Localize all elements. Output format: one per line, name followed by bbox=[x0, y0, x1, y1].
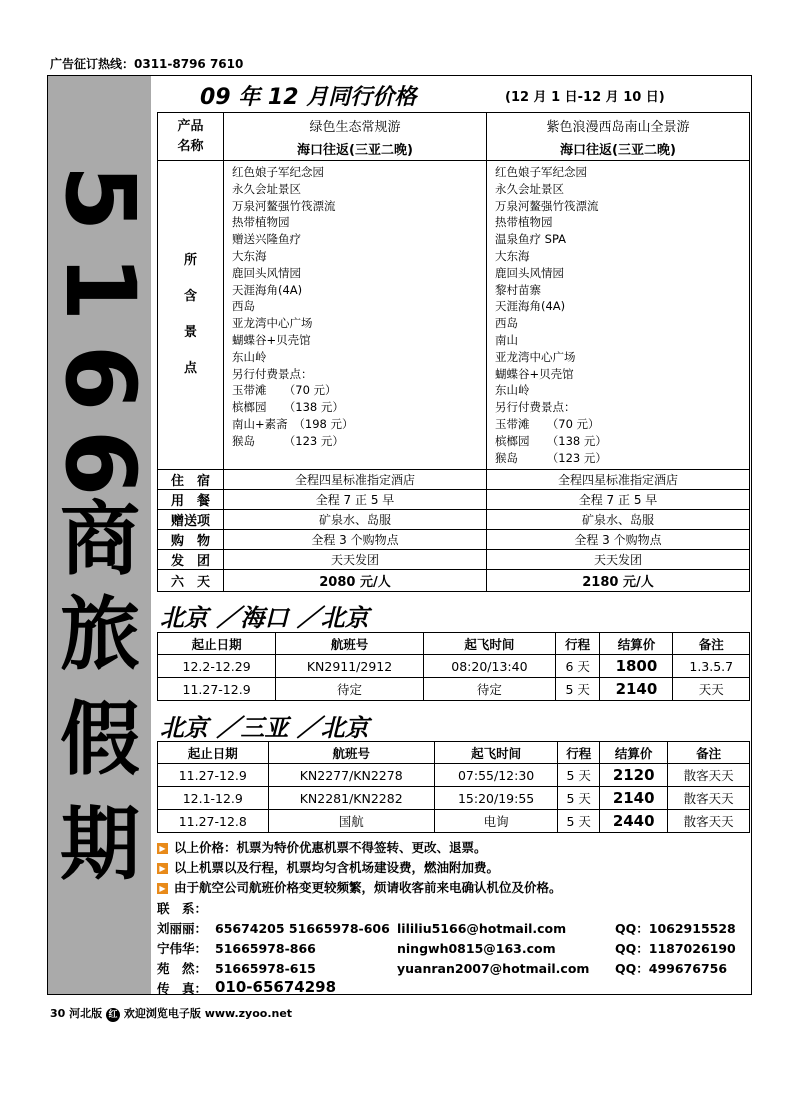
spot-item: 槟榔园 （138 元） bbox=[495, 433, 607, 448]
product-1-name: 绿色生态常规游 bbox=[309, 119, 401, 135]
label-hotel: 住 宿 bbox=[158, 470, 224, 490]
spot-item: 温泉鱼疗 SPA bbox=[495, 232, 567, 247]
spot-item: 大东海 bbox=[495, 248, 530, 263]
product-1-meals: 全程 7 正 5 早 bbox=[224, 490, 487, 510]
sidebar-number-6a: 6 bbox=[44, 344, 156, 412]
cell: 12.1-12.9 bbox=[158, 787, 269, 810]
sidebar-char: 商 bbox=[60, 493, 140, 586]
spot-item: 热带植物园 bbox=[495, 215, 553, 230]
sidebar-number-1: 1 bbox=[44, 254, 156, 322]
col-price: 结算价 bbox=[600, 742, 668, 764]
spot-item: 亚龙湾中心广场 bbox=[232, 316, 313, 331]
spot-item: 南山 bbox=[495, 332, 518, 347]
spot-item: 天涯海角(4A) bbox=[232, 282, 303, 297]
cell-price: 2440 bbox=[600, 810, 668, 833]
spot-item: 万泉河鳌强竹筏漂流 bbox=[495, 198, 599, 213]
contact-email[interactable]: yuanran2007@hotmail.com bbox=[397, 961, 590, 976]
cell: 5 天 bbox=[558, 764, 600, 787]
spot-item: 南山+素斋 （198 元） bbox=[232, 416, 354, 431]
spot-item: 槟榔园 （138 元） bbox=[232, 400, 344, 415]
spot-item: 红色娘子军纪念园 bbox=[495, 165, 587, 179]
col-note: 备注 bbox=[673, 633, 750, 655]
label-product: 产品 名称 bbox=[158, 113, 224, 161]
spot-item: 西岛 bbox=[495, 316, 518, 331]
contact-name: 宁伟华： bbox=[157, 941, 208, 956]
contact-qq: QQ：1187026190 bbox=[615, 941, 736, 956]
cell: 6 天 bbox=[555, 655, 599, 678]
cell: 12.2-12.29 bbox=[158, 655, 276, 678]
spot-item: 热带植物园 bbox=[232, 215, 290, 230]
cell: 散客天天 bbox=[668, 810, 750, 833]
spot-item: 永久会址景区 bbox=[495, 181, 564, 196]
col-time: 起飞时间 bbox=[423, 633, 555, 655]
contact-phone: 51665978-615 bbox=[215, 961, 316, 976]
label-gift: 赠送项 bbox=[158, 510, 224, 530]
label-spots: 所 含 景 点 bbox=[158, 161, 224, 470]
product-1-spots bbox=[224, 161, 487, 470]
spot-item: 红色娘子军纪念园 bbox=[232, 165, 324, 179]
col-price: 结算价 bbox=[600, 633, 673, 655]
col-note: 备注 bbox=[668, 742, 750, 764]
spot-item: 鹿回头风情园 bbox=[232, 265, 301, 280]
cell: 11.27-12.9 bbox=[158, 678, 276, 701]
spot-item: 另行付费景点： bbox=[232, 366, 313, 381]
spot-item: 玉带滩 （70 元） bbox=[495, 416, 600, 431]
spot-item: 西岛 bbox=[232, 299, 255, 314]
product-1-price: 2080 元/人 bbox=[224, 570, 487, 592]
col-days: 行程 bbox=[555, 633, 599, 655]
route-1-table bbox=[157, 632, 750, 701]
cell-price: 1800 bbox=[600, 655, 673, 678]
col-date: 起止日期 bbox=[158, 742, 269, 764]
contact-label: 联 系： bbox=[157, 901, 208, 916]
label-meals: 用 餐 bbox=[158, 490, 224, 510]
cell-price: 2140 bbox=[600, 787, 668, 810]
contact-phone: 51665978-866 bbox=[215, 941, 316, 956]
cell: KN2281/KN2282 bbox=[268, 787, 434, 810]
contact-phone: 65674205 51665978-606 bbox=[215, 921, 390, 936]
cell: 散客天天 bbox=[668, 764, 750, 787]
footer bbox=[50, 1005, 292, 1022]
cell: 08:20/13:40 bbox=[423, 655, 555, 678]
table-row bbox=[158, 787, 750, 810]
red-badge-icon: 红 bbox=[106, 1008, 120, 1022]
product-2-name: 紫色浪漫西岛南山全景游 bbox=[546, 119, 690, 135]
cell: 07:55/12:30 bbox=[434, 764, 558, 787]
arrow-icon: ▶ bbox=[157, 843, 168, 854]
spot-item: 另行付费景点： bbox=[495, 400, 576, 415]
note-item bbox=[157, 878, 562, 898]
spot-item: 大东海 bbox=[232, 248, 267, 263]
footer-url[interactable]: www.zyoo.net bbox=[204, 1007, 293, 1020]
sidebar-number-6b: 6 bbox=[44, 429, 156, 497]
contact-email[interactable]: lililiu5166@hotmail.com bbox=[397, 921, 567, 936]
cell: 待定 bbox=[276, 678, 424, 701]
sidebar-char: 假 bbox=[60, 693, 140, 786]
spot-item: 鹿回头风情园 bbox=[495, 265, 564, 280]
col-flight: 航班号 bbox=[268, 742, 434, 764]
header-bar bbox=[155, 80, 750, 110]
product-2-hotel: 全程四星标准指定酒店 bbox=[487, 470, 750, 490]
contact-email[interactable]: ningwh0815@163.com bbox=[397, 941, 556, 956]
note-item bbox=[157, 858, 562, 878]
cell: 电询 bbox=[434, 810, 558, 833]
page-number: 30 bbox=[50, 1007, 66, 1020]
arrow-icon: ▶ bbox=[157, 863, 168, 874]
col-flight: 航班号 bbox=[276, 633, 424, 655]
product-1-shopping: 全程 3 个购物点 bbox=[224, 530, 487, 550]
product-1-departure: 天天发团 bbox=[224, 550, 487, 570]
spot-item: 东山岭 bbox=[495, 383, 530, 398]
page-title: 09 年 12 月同行价格 bbox=[200, 85, 417, 110]
spot-item: 东山岭 bbox=[232, 349, 267, 364]
cell: 国航 bbox=[268, 810, 434, 833]
date-range: (12 月 1 日-12 月 10 日) bbox=[505, 90, 665, 105]
label-departure: 发 团 bbox=[158, 550, 224, 570]
spot-item: 玉带滩 （70 元） bbox=[232, 383, 337, 398]
note-text: 以上价格：机票为特价优惠机票不得签转、更改、退票。 bbox=[174, 840, 487, 855]
col-days: 行程 bbox=[558, 742, 600, 764]
product-1-header bbox=[224, 113, 487, 161]
cell: KN2911/2912 bbox=[276, 655, 424, 678]
table-row bbox=[158, 764, 750, 787]
contact-name: 苑 然： bbox=[157, 961, 208, 976]
cell: 散客天天 bbox=[668, 787, 750, 810]
cell: 5 天 bbox=[555, 678, 599, 701]
cell-price: 2140 bbox=[600, 678, 673, 701]
spot-item: 黎村苗寨 bbox=[495, 282, 541, 297]
edition: 河北版 bbox=[69, 1007, 103, 1020]
cell: 待定 bbox=[423, 678, 555, 701]
table-row bbox=[158, 655, 750, 678]
product-2-header bbox=[487, 113, 750, 161]
cell: 15:20/19:55 bbox=[434, 787, 558, 810]
note-item bbox=[157, 838, 562, 858]
product-2-spots bbox=[487, 161, 750, 470]
table-header-row bbox=[158, 633, 750, 655]
spot-item: 永久会址景区 bbox=[232, 181, 301, 196]
product-table bbox=[157, 112, 750, 592]
note-text: 由于航空公司航班价格变更较频繁，烦请收客前来电确认机位及价格。 bbox=[174, 880, 562, 895]
label-days: 六 天 bbox=[158, 570, 224, 592]
product-1-route: 海口往返(三亚二晚) bbox=[297, 142, 413, 158]
contact-name: 刘丽丽： bbox=[157, 921, 208, 936]
cell: 11.27-12.8 bbox=[158, 810, 269, 833]
sidebar-char: 旅 bbox=[60, 588, 140, 681]
col-time: 起飞时间 bbox=[434, 742, 558, 764]
cell: 1.3.5.7 bbox=[673, 655, 750, 678]
col-date: 起止日期 bbox=[158, 633, 276, 655]
label-shopping: 购 物 bbox=[158, 530, 224, 550]
table-row bbox=[158, 678, 750, 701]
spot-item: 赠送兴隆鱼疗 bbox=[232, 232, 301, 247]
product-2-price: 2180 元/人 bbox=[487, 570, 750, 592]
product-1-gift: 矿泉水、岛服 bbox=[224, 510, 487, 530]
cell: 5 天 bbox=[558, 787, 600, 810]
spot-item: 蝴蝶谷+贝壳馆 bbox=[495, 366, 574, 381]
table-row bbox=[158, 810, 750, 833]
ad-hotline: 广告征订热线：0311-8796 7610 bbox=[50, 57, 244, 71]
sidebar-number-5: 5 bbox=[44, 164, 156, 232]
fax-label: 传 真： bbox=[157, 981, 208, 996]
product-2-shopping: 全程 3 个购物点 bbox=[487, 530, 750, 550]
footer-text: 欢迎浏览电子版 bbox=[123, 1007, 201, 1020]
spot-item: 蝴蝶谷+贝壳馆 bbox=[232, 332, 311, 347]
product-1-hotel: 全程四星标准指定酒店 bbox=[224, 470, 487, 490]
cell: 11.27-12.9 bbox=[158, 764, 269, 787]
arrow-icon: ▶ bbox=[157, 883, 168, 894]
spot-item: 猴岛 （123 元） bbox=[232, 433, 344, 448]
spot-item: 天涯海角(4A) bbox=[495, 299, 566, 314]
spot-item: 万泉河鳌强竹筏漂流 bbox=[232, 198, 336, 213]
contact-qq: QQ：499676756 bbox=[615, 961, 728, 976]
notes bbox=[157, 838, 562, 898]
fax-number: 010-65674298 bbox=[215, 978, 337, 996]
route-1-title: 北京 ／海口 ／北京 bbox=[160, 604, 369, 632]
table-header-row bbox=[158, 742, 750, 764]
product-2-gift: 矿泉水、岛服 bbox=[487, 510, 750, 530]
cell: 天天 bbox=[673, 678, 750, 701]
spot-item: 猴岛 （123 元） bbox=[495, 450, 607, 465]
cell: KN2277/KN2278 bbox=[268, 764, 434, 787]
cell-price: 2120 bbox=[600, 764, 668, 787]
sidebar-char: 期 bbox=[60, 798, 140, 891]
note-text: 以上机票以及行程，机票均匀含机场建设费，燃油附加费。 bbox=[174, 860, 500, 875]
spot-item: 亚龙湾中心广场 bbox=[495, 349, 576, 364]
product-2-meals: 全程 7 正 5 早 bbox=[487, 490, 750, 510]
cell: 5 天 bbox=[558, 810, 600, 833]
product-2-route: 海口往返(三亚二晚) bbox=[560, 142, 676, 158]
contact-qq: QQ：1062915528 bbox=[615, 921, 736, 936]
product-2-departure: 天天发团 bbox=[487, 550, 750, 570]
route-2-title: 北京 ／三亚 ／北京 bbox=[160, 714, 369, 742]
route-2-table bbox=[157, 741, 750, 833]
